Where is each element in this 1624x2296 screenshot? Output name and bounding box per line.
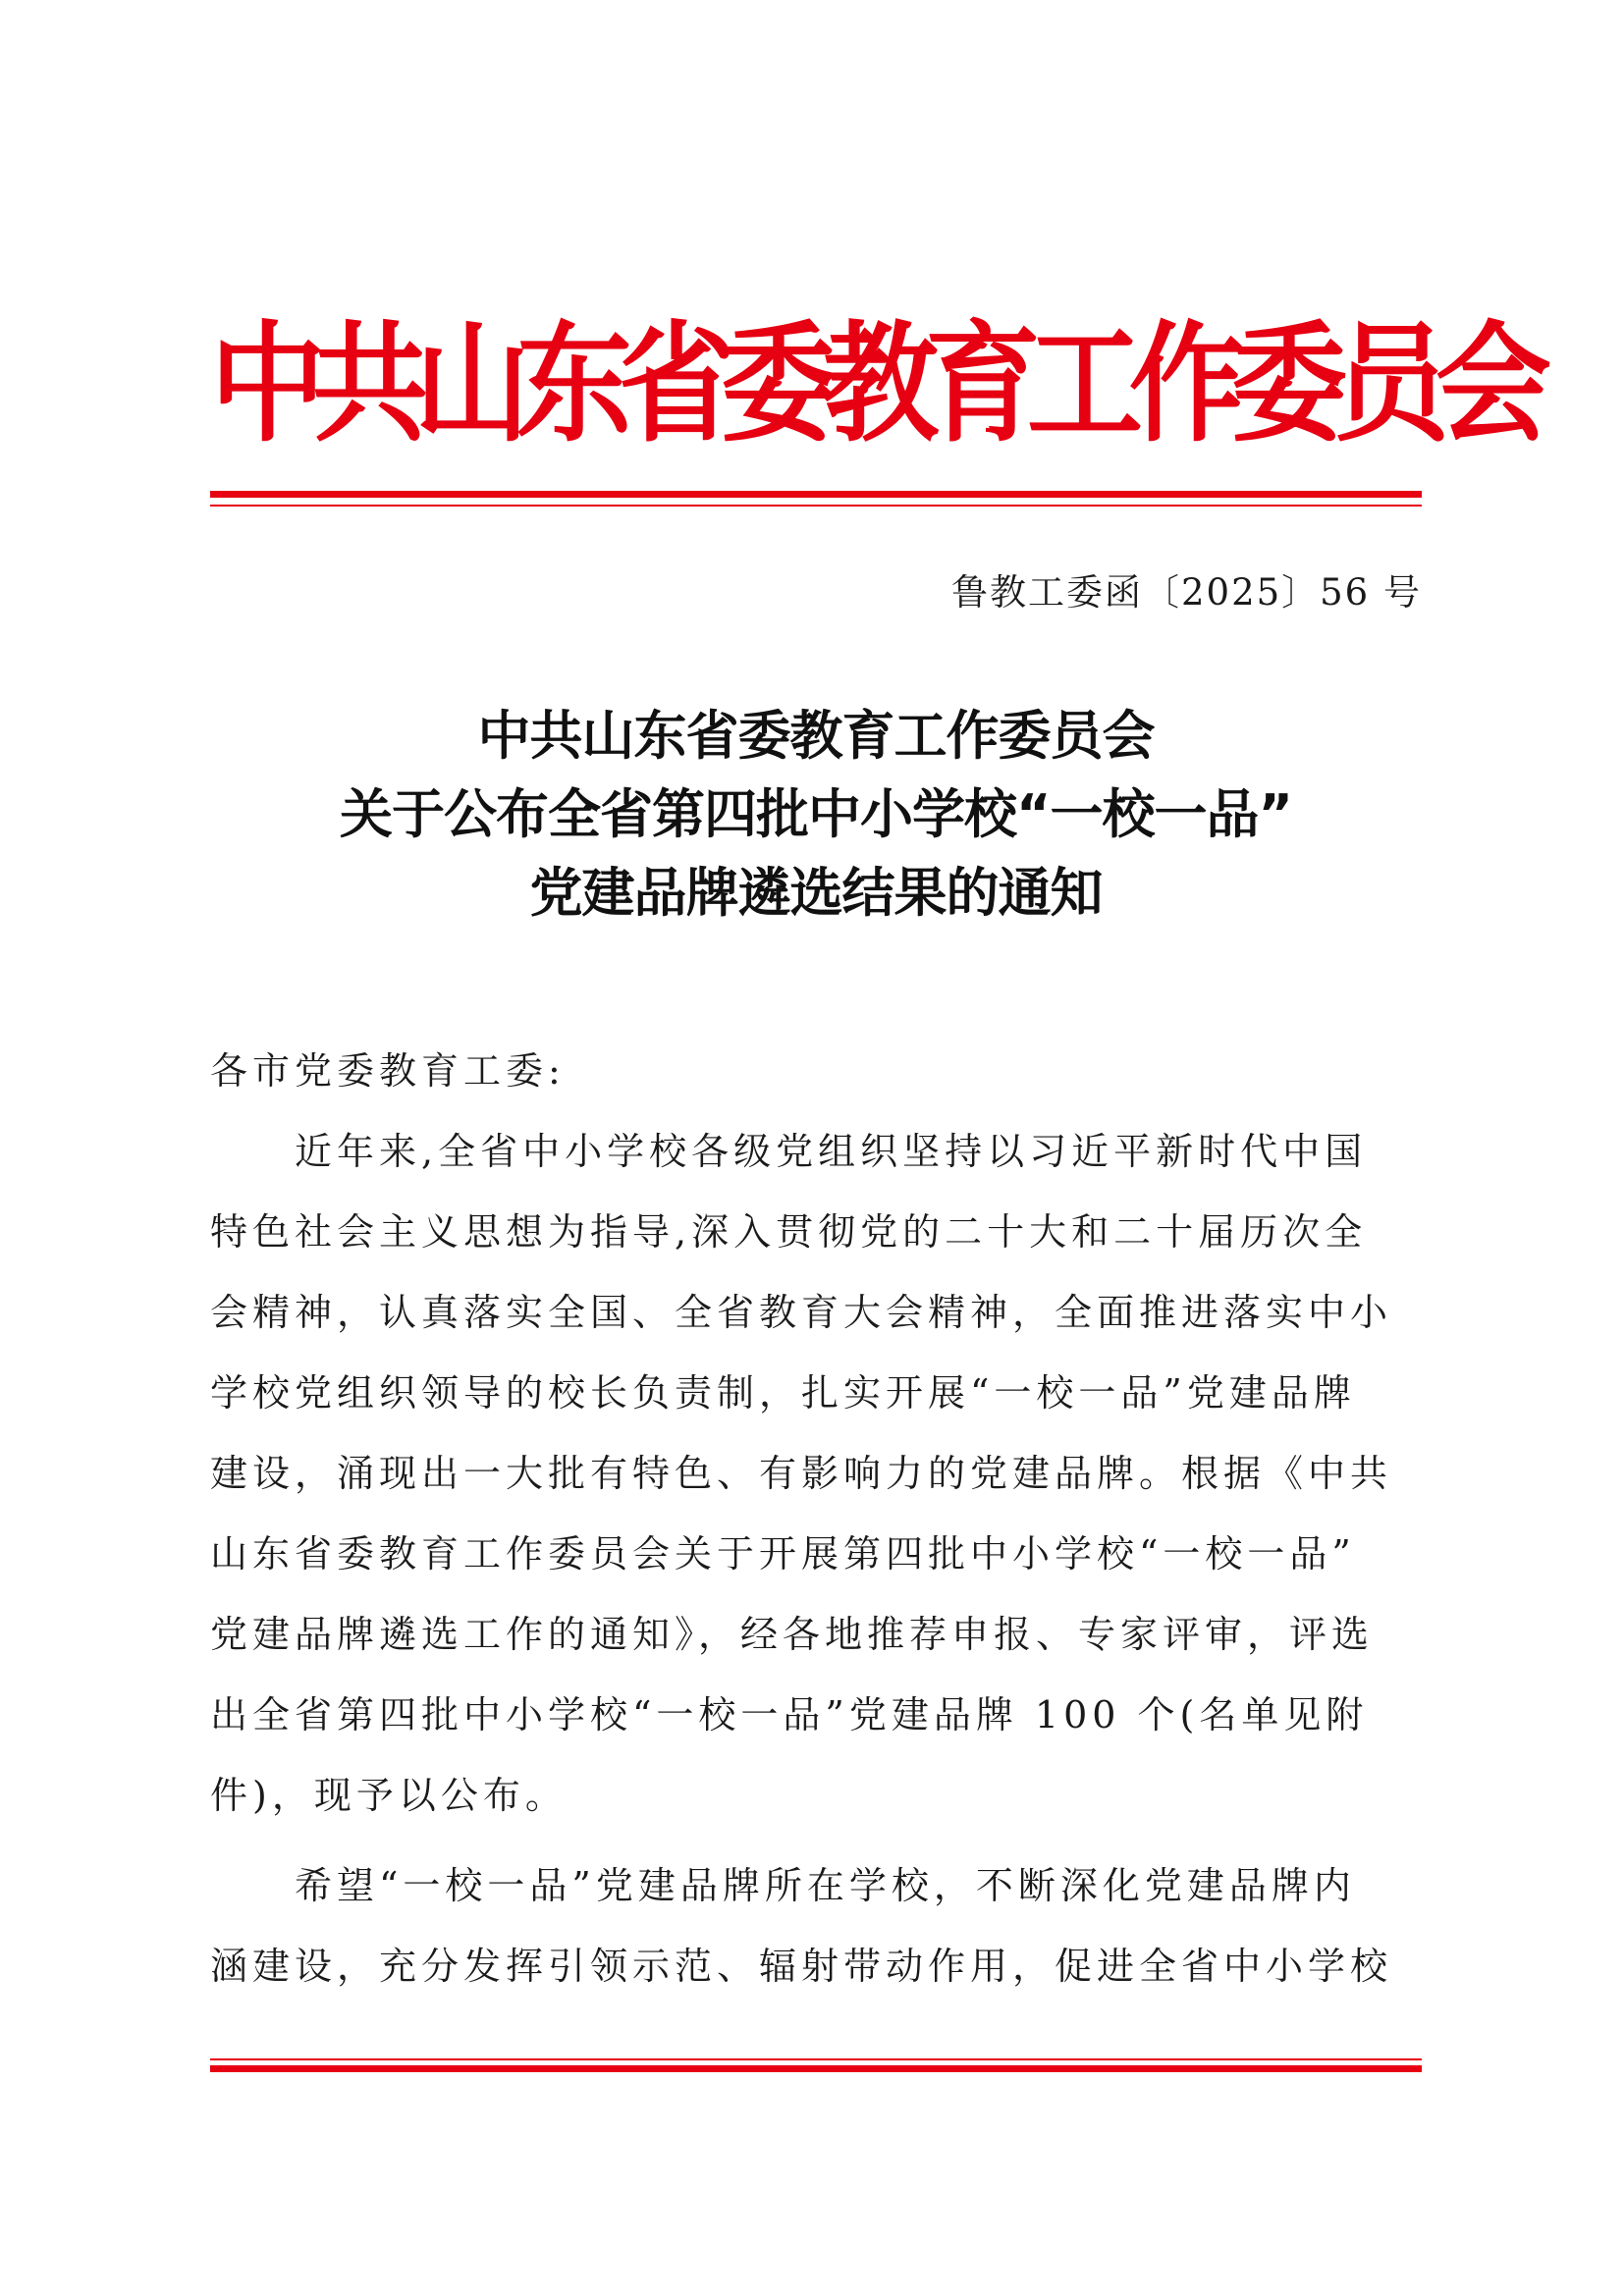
footer-red-rule-thick [210, 2065, 1422, 2072]
paragraph-2-line: 涵建设，充分发挥引领示范、辐射带动作用，促进全省中小学校 [210, 1945, 1393, 1988]
paragraph-1-line: 出全省第四批中小学校“一校一品”党建品牌 100 个(名单见附 [210, 1693, 1369, 1736]
title-line-3: 党建品牌遴选结果的通知 [529, 862, 1103, 924]
paragraph-1-line: 建设，涌现出一大批有特色、有影响力的党建品牌。根据《中共 [210, 1452, 1393, 1495]
paragraph-spacer [210, 1836, 1422, 1845]
document-body [210, 1031, 1422, 2006]
document-title [210, 697, 1422, 933]
paragraph-2-line: 希望“一校一品”党建品牌所在学校，不断深化党建品牌内 [210, 1864, 1356, 1907]
paragraph-1-line: 件)，现予以公布。 [210, 1774, 568, 1817]
header-red-rule-thick [210, 491, 1422, 498]
paragraph-1 [210, 1111, 1422, 1836]
footer-red-rule-thin [210, 2058, 1422, 2060]
document-number: 鲁教工委函〔2025〕56 号 [950, 571, 1422, 614]
paragraph-1-line: 学校党组织领导的校长负责制，扎实开展“一校一品”党建品牌 [210, 1371, 1356, 1415]
salutation: 各市党委教育工委: [210, 1049, 566, 1093]
paragraph-1-line: 山东省委教育工作委员会关于开展第四批中小学校“一校一品” [210, 1532, 1356, 1575]
paragraph-1-line: 会精神，认真落实全国、全省教育大会精神，全面推进落实中小 [210, 1291, 1393, 1334]
paragraph-1-line: 近年来,全省中小学校各级党组织坚持以习近平新时代中国 [210, 1130, 1368, 1173]
paragraph-1-line: 党建品牌遴选工作的通知》，经各地推荐申报、专家评审，评选 [210, 1613, 1375, 1656]
paragraph-2 [210, 1845, 1422, 2006]
title-line-2: 关于公布全省第四批中小学校“一校一品” [340, 783, 1292, 845]
paragraph-1-line: 特色社会主义思想为指导,深入贯彻党的二十大和二十届历次全 [210, 1210, 1368, 1254]
organization-header: 中共山东省委教育工作委员会 [210, 307, 1539, 460]
title-line-1: 中共山东省委教育工作委员会 [477, 705, 1155, 767]
header-red-rule-thin [210, 505, 1422, 507]
